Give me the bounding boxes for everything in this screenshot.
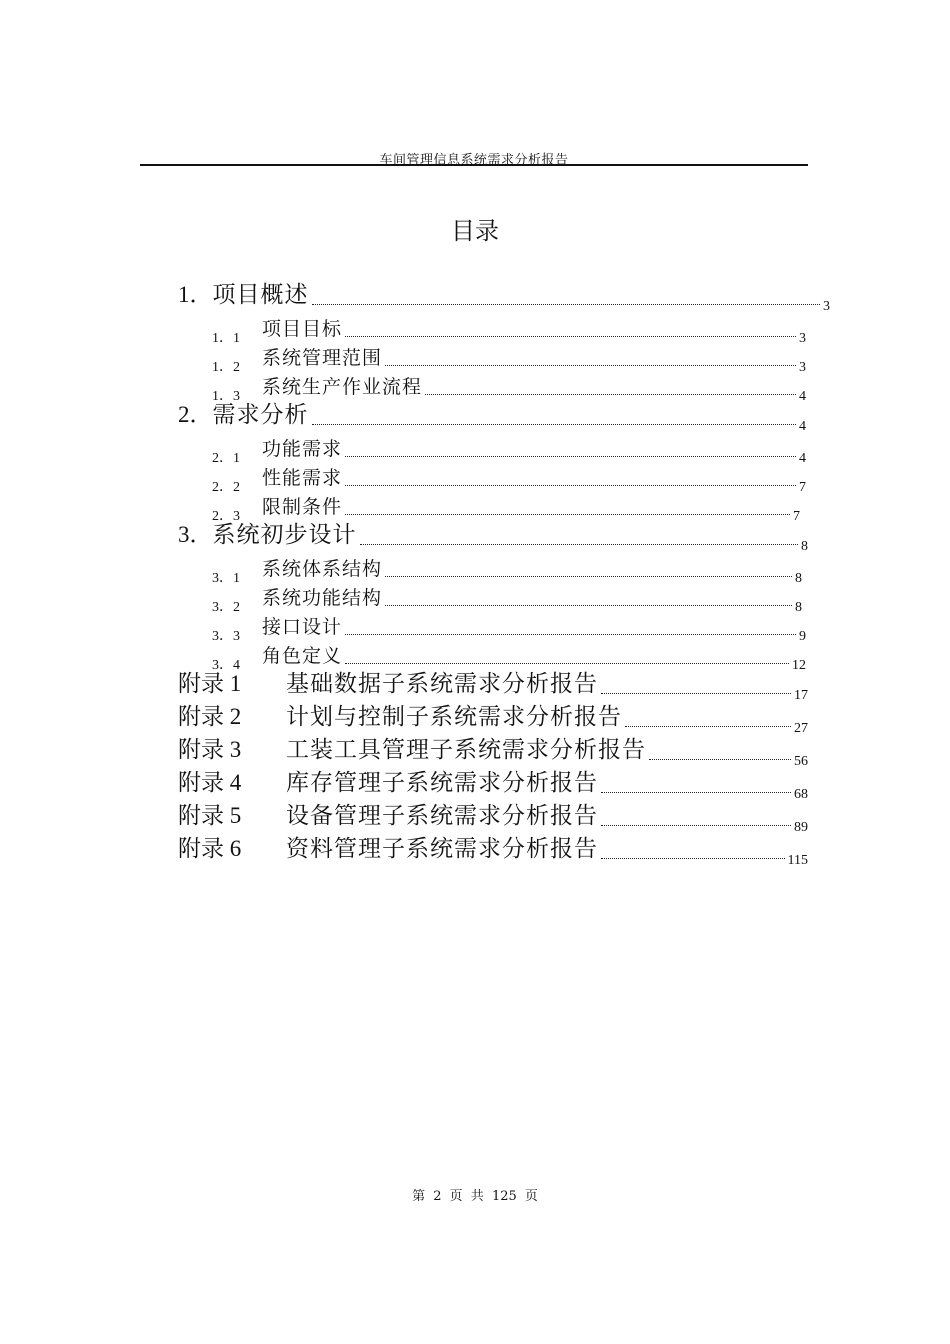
toc-page-number: 17 xyxy=(794,688,808,703)
toc-label: 系统体系结构 xyxy=(262,558,383,580)
toc-page-number: 7 xyxy=(793,509,800,524)
toc-number: 3．1 xyxy=(212,571,240,586)
toc-number: 附录 1 xyxy=(178,671,242,696)
toc-label: 系统初步设计 xyxy=(212,522,357,548)
toc-leader-dots xyxy=(625,725,791,727)
toc-leader-dots xyxy=(345,662,789,664)
toc-leader-dots xyxy=(649,758,791,760)
toc-label: 系统管理范围 xyxy=(262,347,383,369)
toc-label: 接口设计 xyxy=(262,616,343,638)
toc-leader-dots xyxy=(601,692,791,694)
toc-page-number: 27 xyxy=(794,721,808,736)
footer-current-page: 2 xyxy=(433,1189,442,1204)
toc-entry-2-2[interactable] xyxy=(212,463,806,495)
toc-page-number: 3 xyxy=(799,360,806,375)
toc-leader-dots xyxy=(385,604,792,606)
header-rule xyxy=(140,164,808,166)
toc-page-number: 4 xyxy=(799,451,806,466)
toc-page-number: 9 xyxy=(799,629,806,644)
toc-label: 限制条件 xyxy=(262,496,343,518)
toc-label: 设备管理子系统需求分析报告 xyxy=(286,803,598,829)
toc-leader-dots xyxy=(345,633,796,635)
toc-label: 工装工具管理子系统需求分析报告 xyxy=(286,737,646,763)
toc-page-number: 4 xyxy=(799,389,806,404)
toc-page-number: 68 xyxy=(794,787,808,802)
toc-appendix-2[interactable] xyxy=(178,698,808,736)
toc-page-number: 3 xyxy=(799,331,806,346)
toc-number: 2．3 xyxy=(212,509,240,524)
footer-total-prefix: 共 xyxy=(470,1189,484,1204)
toc-entry-1-1[interactable] xyxy=(212,314,806,346)
toc-number: 附录 6 xyxy=(178,836,242,861)
toc-number: 附录 4 xyxy=(178,770,242,795)
toc-leader-dots xyxy=(601,857,785,859)
toc-number: 1．3 xyxy=(212,389,240,404)
toc-entry-3-1[interactable] xyxy=(212,554,802,586)
toc-entry-3-3[interactable] xyxy=(212,612,806,644)
toc-leader-dots xyxy=(360,543,799,545)
toc-label: 计划与控制子系统需求分析报告 xyxy=(286,704,622,730)
toc-appendix-4[interactable] xyxy=(178,764,808,802)
toc-leader-dots xyxy=(425,393,796,395)
toc-leader-dots xyxy=(601,824,791,826)
toc-leader-dots xyxy=(385,575,792,577)
toc-number: 2．2 xyxy=(212,480,240,495)
toc-page-number: 7 xyxy=(799,480,806,495)
toc-number: 3．4 xyxy=(212,658,240,673)
toc-number: 3．3 xyxy=(212,629,240,644)
toc-page-number: 8 xyxy=(795,600,802,615)
toc-page-number: 8 xyxy=(801,539,808,554)
toc-appendix-3[interactable] xyxy=(178,731,808,769)
footer-page-word: 页 xyxy=(449,1189,463,1204)
toc-number: 附录 3 xyxy=(178,737,242,762)
toc-entry-2-3[interactable] xyxy=(212,492,800,524)
toc-label: 性能需求 xyxy=(262,467,343,489)
toc-label: 功能需求 xyxy=(262,438,343,460)
toc-number: 附录 5 xyxy=(178,803,242,828)
toc-entry-3-2[interactable] xyxy=(212,583,802,615)
toc-label: 基础数据子系统需求分析报告 xyxy=(286,671,598,697)
footer-prefix: 第 xyxy=(412,1189,426,1204)
toc-page-number: 3 xyxy=(823,299,830,314)
toc-number: 1．1 xyxy=(212,331,240,346)
toc-label: 系统功能结构 xyxy=(262,587,383,609)
toc-number: 2． xyxy=(178,402,213,427)
toc-appendix-1[interactable] xyxy=(178,665,808,703)
toc-number: 3．2 xyxy=(212,600,240,615)
toc-entry-2[interactable] xyxy=(178,396,806,434)
toc-entry-2-1[interactable] xyxy=(212,434,806,466)
toc-appendix-6[interactable] xyxy=(178,830,808,868)
footer-suffix: 页 xyxy=(524,1189,538,1204)
header-title: 车间管理信息系统需求分析报告 xyxy=(379,153,569,168)
toc-leader-dots xyxy=(345,455,796,457)
toc-number: 附录 2 xyxy=(178,704,242,729)
toc-label: 资料管理子系统需求分析报告 xyxy=(286,836,598,862)
toc-page-number: 12 xyxy=(792,658,806,673)
toc-entry-3-4[interactable] xyxy=(212,641,806,673)
toc-label: 项目目标 xyxy=(262,318,343,340)
toc-page-number: 4 xyxy=(799,419,806,434)
toc-label: 角色定义 xyxy=(262,645,343,667)
toc-label: 需求分析 xyxy=(212,402,309,428)
toc-leader-dots xyxy=(345,513,790,515)
toc-page-number: 115 xyxy=(787,853,808,868)
toc-leader-dots xyxy=(385,364,796,366)
toc-label: 项目概述 xyxy=(212,282,309,308)
toc-leader-dots xyxy=(601,791,791,793)
toc-entry-1[interactable] xyxy=(178,276,830,314)
page-footer xyxy=(0,1185,950,1204)
toc-leader-dots xyxy=(312,423,797,425)
toc-entry-1-3[interactable] xyxy=(212,372,806,404)
toc-leader-dots xyxy=(345,335,796,337)
footer-total-pages: 125 xyxy=(491,1189,517,1204)
toc-label: 系统生产作业流程 xyxy=(262,376,423,398)
toc-appendix-5[interactable] xyxy=(178,797,808,835)
toc-label: 库存管理子系统需求分析报告 xyxy=(286,770,598,796)
toc-leader-dots xyxy=(345,484,796,486)
toc-number: 2．1 xyxy=(212,451,240,466)
toc-page-number: 8 xyxy=(795,571,802,586)
toc-leader-dots xyxy=(312,303,821,305)
toc-number: 3． xyxy=(178,522,213,547)
toc-number: 1．2 xyxy=(212,360,240,375)
toc-page-number: 89 xyxy=(794,820,808,835)
toc-number: 1． xyxy=(178,282,213,307)
toc-page-number: 56 xyxy=(794,754,808,769)
toc-entry-1-2[interactable] xyxy=(212,343,806,375)
toc-entry-3[interactable] xyxy=(178,516,808,554)
toc-title: 目录 xyxy=(451,217,499,245)
